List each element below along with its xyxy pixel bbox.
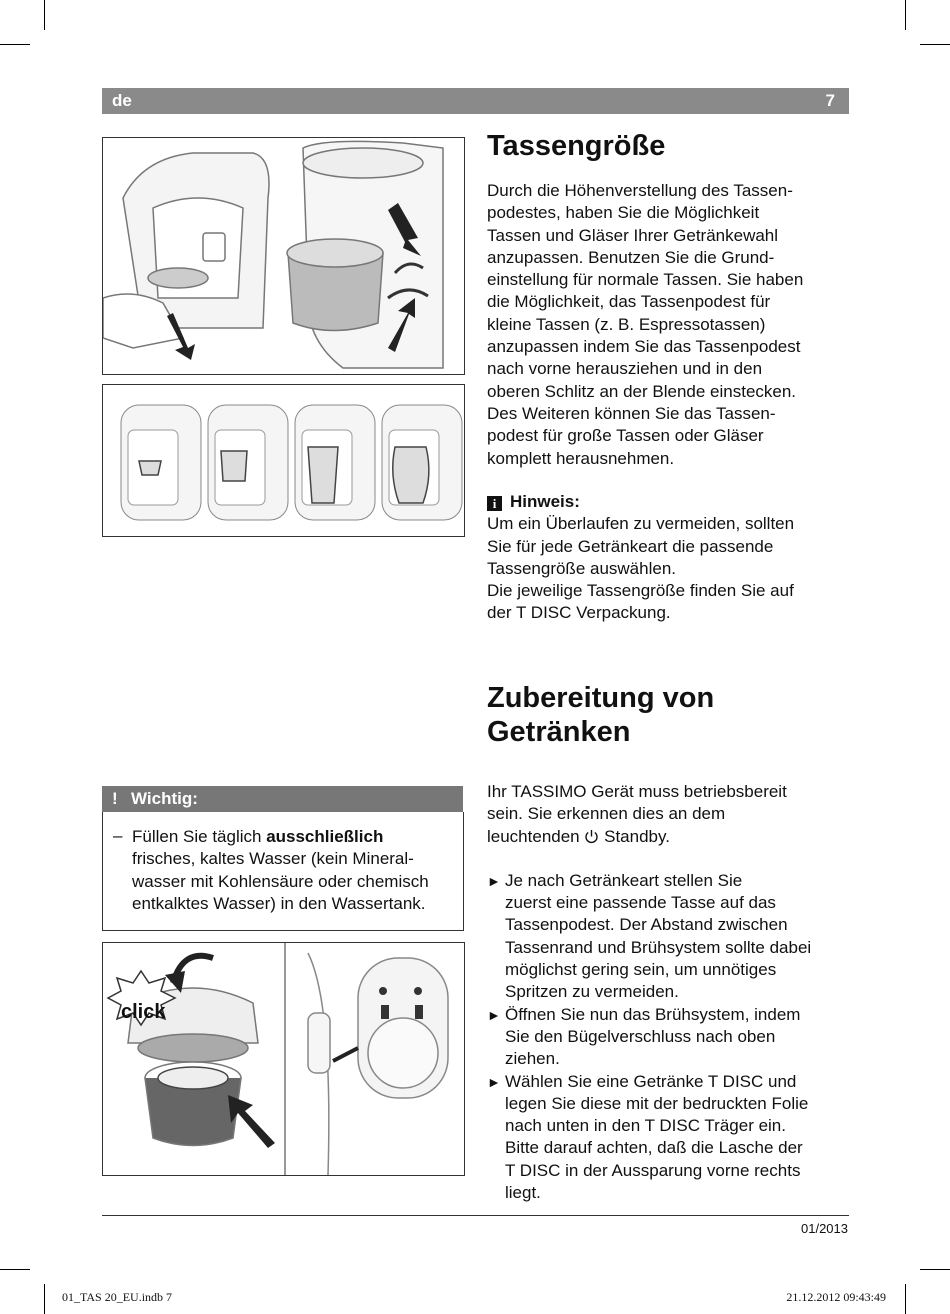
- section-title-cup-size: Tassengröße: [487, 130, 666, 162]
- text-line: podest für große Tassen oder Gläser: [487, 426, 764, 446]
- text-line: Tassenrand und Brühsystem sollte dabei: [505, 937, 812, 957]
- crop-mark: [0, 44, 30, 45]
- crop-mark: [44, 0, 45, 30]
- text-line: einstellung für normale Tassen. Sie haben: [487, 270, 804, 290]
- crop-mark: [905, 0, 906, 30]
- text-line: Tassengröße auswählen.: [487, 558, 677, 578]
- page-number: 7: [825, 91, 835, 110]
- language-code: de: [112, 91, 132, 110]
- illustration-cup-sizes: [102, 384, 465, 537]
- text-line: Öffnen Sie nun das Brühsystem, indem: [505, 1004, 801, 1024]
- note-box: [487, 491, 849, 625]
- text-fragment: Standby.: [604, 826, 670, 846]
- text-line: kleine Tassen (z. B. Espressotassen): [487, 314, 766, 334]
- text-line: die Möglichkeit, das Tassenpodest für: [487, 292, 771, 312]
- date-code: 01/2013: [801, 1221, 848, 1236]
- bullet-arrow-icon: ►: [487, 1073, 501, 1090]
- click-label: click: [121, 1001, 166, 1023]
- text-line: Wählen Sie eine Getränke T DISC und: [505, 1071, 797, 1091]
- text-line: möglichst gering sein, um unnötiges: [505, 960, 777, 980]
- warning-body: [102, 812, 464, 931]
- text-line: anzupassen indem Sie das Tassenpodest: [487, 337, 801, 357]
- text-line: Bitte darauf achten, daß die Lasche der: [505, 1138, 803, 1158]
- text-fragment: Füllen Sie täglich: [132, 827, 267, 846]
- text-emphasis: ausschließlich: [266, 827, 384, 846]
- list-item: [487, 870, 849, 1004]
- text-line: Sie für jede Getränkeart die passende: [487, 536, 774, 556]
- file-slug: 01_TAS 20_EU.indb 7: [62, 1290, 173, 1304]
- standby-icon: [584, 829, 599, 844]
- text-line: Durch die Höhenverstellung des Tassen-: [487, 181, 793, 200]
- text-line: Spritzen zu vermeiden.: [505, 982, 679, 1002]
- crop-mark: [905, 1284, 906, 1314]
- title-line: Getränken: [487, 716, 631, 748]
- text-line: Je nach Getränkeart stellen Sie: [505, 870, 743, 890]
- list-item: [487, 1071, 849, 1205]
- text-line: Sie den Bügelverschluss nach oben: [505, 1026, 776, 1046]
- warning-header: [102, 786, 463, 812]
- illustration-cup-platform-adjust: [102, 137, 465, 375]
- dash-bullet: –: [113, 826, 123, 845]
- crop-mark: [44, 1284, 45, 1314]
- bullet-arrow-icon: ►: [487, 872, 501, 889]
- note-title: Hinweis:: [510, 492, 580, 511]
- warning-title: Wichtig:: [131, 789, 198, 808]
- text-fragment: leuchtenden: [487, 826, 580, 846]
- text-line: anzupassen. Benutzen Sie die Grund-: [487, 247, 775, 267]
- text-line: sein. Sie erkennen dies an dem: [487, 804, 726, 824]
- info-icon: i: [487, 496, 502, 511]
- text-line: nach unten in den T DISC Träger ein.: [505, 1116, 786, 1136]
- cup-size-paragraph: [487, 180, 849, 470]
- text-line: podestes, haben Sie die Möglichkeit: [487, 203, 760, 223]
- text-line: Die jeweilige Tassengröße finden Sie auf: [487, 581, 794, 601]
- text-line: nach vorne herausziehen und in den: [487, 359, 763, 379]
- illustration-brewing-unit: [102, 942, 465, 1176]
- text-line: Ihr TASSIMO Gerät muss betriebsbereit: [487, 782, 787, 801]
- text-line: komplett herausnehmen.: [487, 448, 675, 468]
- text-line: oberen Schlitz an der Blende einstecken.: [487, 381, 797, 401]
- text-line: Tassen und Gläser Ihrer Getränkewahl: [487, 225, 779, 245]
- print-stamp: 21.12.2012 09:43:49: [786, 1290, 886, 1304]
- warning-icon: !: [112, 789, 118, 808]
- text-line: entkalktes Wasser) in den Wassertank.: [132, 893, 426, 913]
- list-item: [487, 1004, 849, 1071]
- text-line: Um ein Überlaufen zu vermeiden, sollten: [487, 514, 795, 534]
- crop-mark: [0, 1269, 30, 1270]
- title-line: Zubereitung von: [487, 682, 715, 714]
- crop-mark: [920, 1269, 950, 1270]
- preparation-body: [487, 781, 849, 1204]
- footer-rule: [102, 1215, 849, 1216]
- text-line: Des Weiteren können Sie das Tassen-: [487, 403, 776, 423]
- section-title-preparation: [487, 681, 714, 749]
- text-line: zuerst eine passende Tasse auf das: [505, 893, 776, 913]
- text-line: ziehen.: [505, 1049, 560, 1069]
- text-line: liegt.: [505, 1183, 541, 1203]
- text-line: legen Sie diese mit der bedruckten Folie: [505, 1093, 809, 1113]
- text-line: wasser mit Kohlensäure oder chemisch: [132, 871, 429, 891]
- text-line: der T DISC Verpackung.: [487, 603, 671, 623]
- bullet-arrow-icon: ►: [487, 1006, 501, 1023]
- crop-mark: [920, 44, 950, 45]
- text-line: frisches, kaltes Wasser (kein Mineral-: [132, 849, 414, 869]
- text-line: T DISC in der Aussparung vorne rechts: [505, 1160, 801, 1180]
- header-bar: [102, 88, 849, 114]
- text-line: Tassenpodest. Der Abstand zwischen: [505, 915, 788, 935]
